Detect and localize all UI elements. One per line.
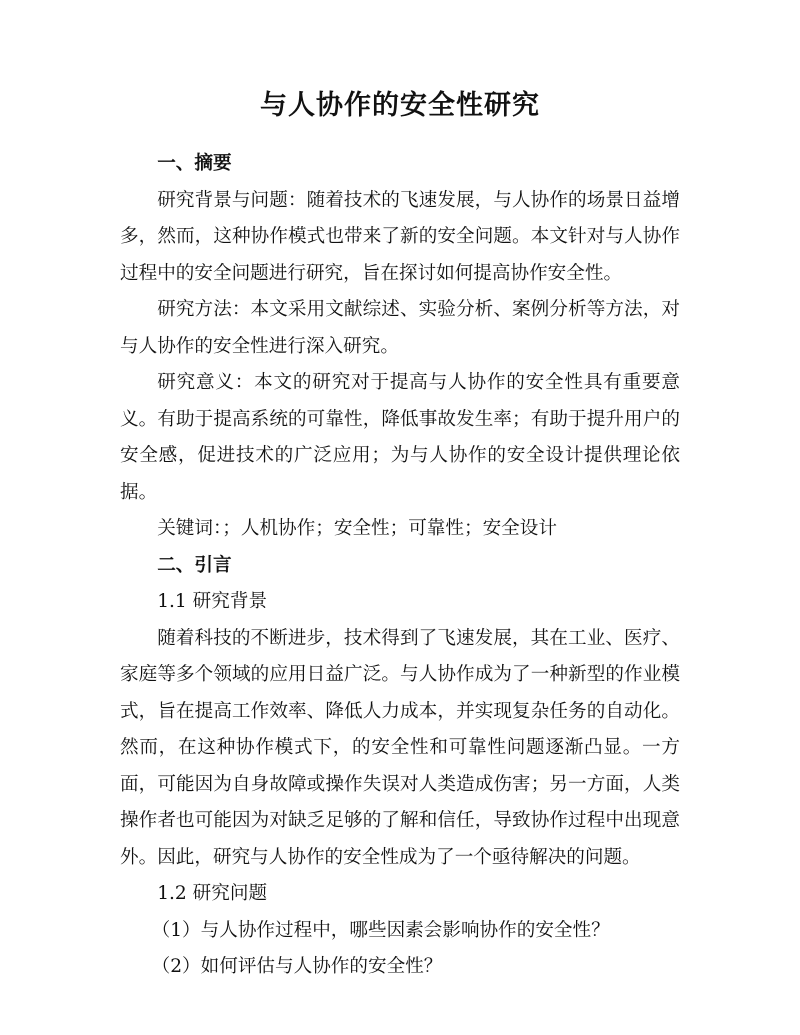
abstract-heading: 一、摘要 (157, 153, 232, 174)
research-background-heading: 1.1 研究背景 (157, 591, 268, 612)
research-question-1: （1）与人协作过程中，哪些因素会影响协作的安全性？ (151, 919, 610, 941)
abstract-background-paragraph: 研究背景与问题：随着技术的飞速发展，与人协作的场景日益增多，然而，这种协作模式也带来了新的安全问题。本文针对与人协作过程中的安全问题进行研究，旨在探讨如何提高协作安全性。 (120, 189, 680, 284)
abstract-significance-paragraph: 研究意义：本文的研究对于提高与人协作的安全性具有重要意义。有助于提高系统的可靠性，降低事故发生率；有助于提升用户的安全感，促进技术的广泛应用；为与人协作的安全设计提供理论依据。 (120, 372, 680, 503)
abstract-method-paragraph: 研究方法：本文采用文献综述、实验分析、案例分析等方法，对与人协作的安全性进行深入研究。 (120, 299, 680, 357)
research-questions-heading: 1.2 研究问题 (157, 883, 268, 904)
research-question-2: （2）如何评估与人协作的安全性？ (151, 956, 443, 977)
intro-heading: 二、引言 (157, 554, 232, 576)
keywords-line: 关键词：；人机协作；安全性；可靠性；安全设计 (157, 518, 557, 539)
document-body (120, 146, 680, 986)
document-title: 与人协作的安全性研究 (260, 90, 540, 121)
research-background-paragraph: 随着科技的不断进步，技术得到了飞速发展，其在工业、医疗、家庭等多个领域的应用日益广泛。与人协作成为了一种新型的作业模式，旨在提高工作效率、降低人力成本，并实现复杂任务的自动化。然而，在这种协作模式下，的安全性和可靠性问题逐渐凸显。一方面，可能因为自身故障或操作失误对人类造成伤害；另一方面，人类操作者也可能因为对缺乏足够的了解和信任，导致协作过程中出现意外。因此，研究与人协作的安全性成为了一个亟待解决的问题。 (120, 627, 680, 868)
